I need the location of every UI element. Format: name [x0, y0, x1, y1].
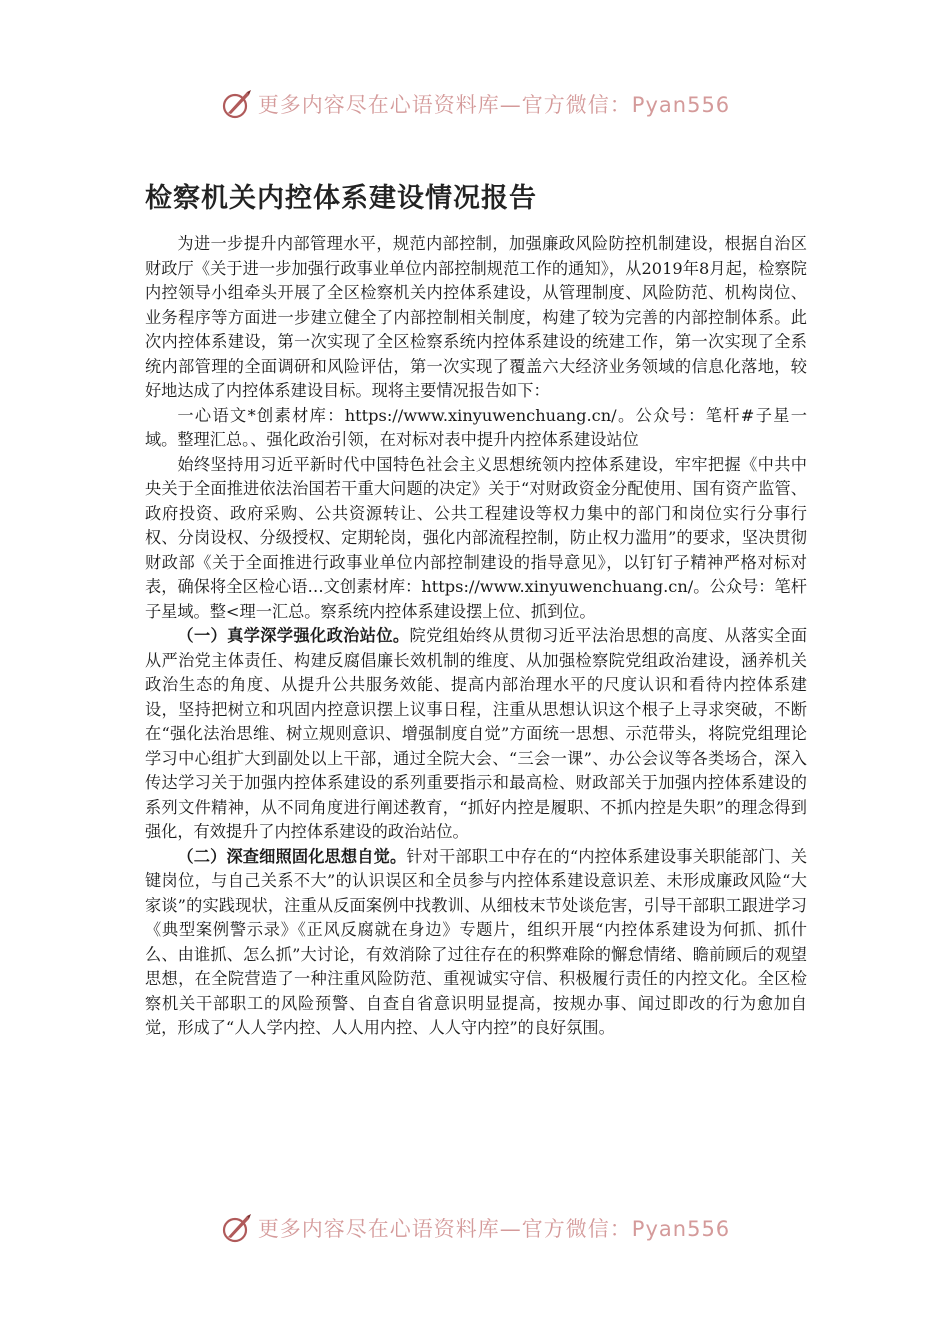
watermark-text: 更多内容尽在心语资料库—官方微信：Pyan556 — [257, 93, 731, 117]
paragraph-text: 始终坚持用习近平新时代中国特色社会主义思想统领内控体系建设，牢牢把握《中共中央关于全面推进依法治国若干重大问题的决定》关于“对财政资金分配使用、国有资产监管、政府投资、政府采购、公共资源转让、公共工程建设等权力集中的部门和岗位实行分事行权、分岗设权、分级授权、定期轮岗，强化内部流程控制，防止权力滥用”的要求，坚决贯彻财政部《关于全面推进行政事业单位内部控制建设的指导意见》，以钉钉子精神严格对标对表，确保将全区检心语…文创素材库：https://www.xinyuwenchuang.cn/。公众号：笔杆子星域。整<理一汇总。察系统内控体系建设摆上位、抓到位。 — [145, 454, 807, 621]
paragraph — [145, 453, 807, 625]
quill-logo-icon — [220, 1211, 254, 1245]
paragraph — [145, 624, 807, 845]
document-body — [145, 232, 807, 1041]
paragraph — [145, 845, 807, 1041]
paragraph-text: 院党组始终从贯彻习近平法治思想的高度、从落实全面从严治党主体责任、构建反腐倡廉长效机制的维度、从加强检察院党组政治建设，涵养机关政治生态的角度、从提升公共服务效能、提高内部治理水平的尺度认识和看待内控体系建设，坚持把树立和巩固内控意识摆上议事日程，注重从思想认识这个根子上寻求突破，不断在“强化法治思维、树立规则意识、增强制度自觉”方面统一思想、示范带头，将院党组理论学习中心组扩大到副处以上干部，通过全院大会、“三会一课”、办公会议等各类场合，深入传达学习关于加强内控体系建设的系列重要指示和最高检、财政部关于加强内控体系建设的系列文件精神，从不同角度进行阐述教育，“抓好内控是履职、不抓内控是失职”的理念得到强化，有效提升了内控体系建设的政治站位。 — [145, 626, 808, 841]
paragraph-text: 为进一步提升内部管理水平，规范内部控制，加强廉政风险防控机制建设，根据自治区财政厅《关于进一步加强行政事业单位内部控制规范工作的通知》，从2019年8月起，检察院内控领导小组牵头开展了全区检察机关内控体系建设，从管理制度、风险防范、机构岗位、业务程序等方面进一步建立健全了内部控制相关制度，构建了较为完善的内部控制体系。此次内控体系建设，第一次实现了全区检察系统内控体系建设的统建工作，第一次实现了全系统内部管理的全面调研和风险评估，第一次实现了覆盖六大经济业务领域的信息化落地，较好地达成了内控体系建设目标。现将主要情况报告如下： — [145, 234, 807, 400]
watermark-text: 更多内容尽在心语资料库—官方微信：Pyan556 — [257, 1217, 731, 1241]
document-title: 检察机关内控体系建设情况报告 — [145, 183, 537, 214]
header-watermark-banner — [0, 84, 950, 124]
paragraph — [145, 232, 807, 404]
footer-watermark-banner — [0, 1208, 950, 1248]
paragraph-text: 一心语文*创素材库：https://www.xinyuwenchuang.cn/。公众号：笔杆#子星一域。整理汇总。、强化政治引领，在对标对表中提升内控体系建设站位 — [145, 405, 807, 449]
section-heading-2: （二）深查细照固化思想自觉。 — [177, 846, 407, 866]
paragraph — [145, 404, 807, 453]
quill-logo-icon — [220, 87, 254, 121]
paragraph-text: 针对干部职工中存在的“内控体系建设事关职能部门、关键岗位，与自己关系不大”的认识误区和全员参与内控体系建设意识差、未形成廉政风险“大家谈”的实践现状，注重从反面案例中找教训、从细枝末节处谈危害，引导干部职工跟进学习《典型案例警示录》《正风反腐就在身边》专题片，组织开展“内控体系建设为何抓、抓什么、由谁抓、怎么抓”大讨论，有效消除了过往存在的积弊难除的懈怠情绪、瞻前顾后的观望思想，在全院营造了一种注重风险防范、重视诚实守信、积极履行责任的内控文化。全区检察机关干部职工的风险预警、自查自省意识明显提高，按规办事、闻过即改的行为愈加自觉，形成了“人人学内控、人人用内控、人人守内控”的良好氛围。 — [145, 846, 808, 1037]
section-heading-1: （一）真学深学强化政治站位。 — [177, 626, 410, 645]
